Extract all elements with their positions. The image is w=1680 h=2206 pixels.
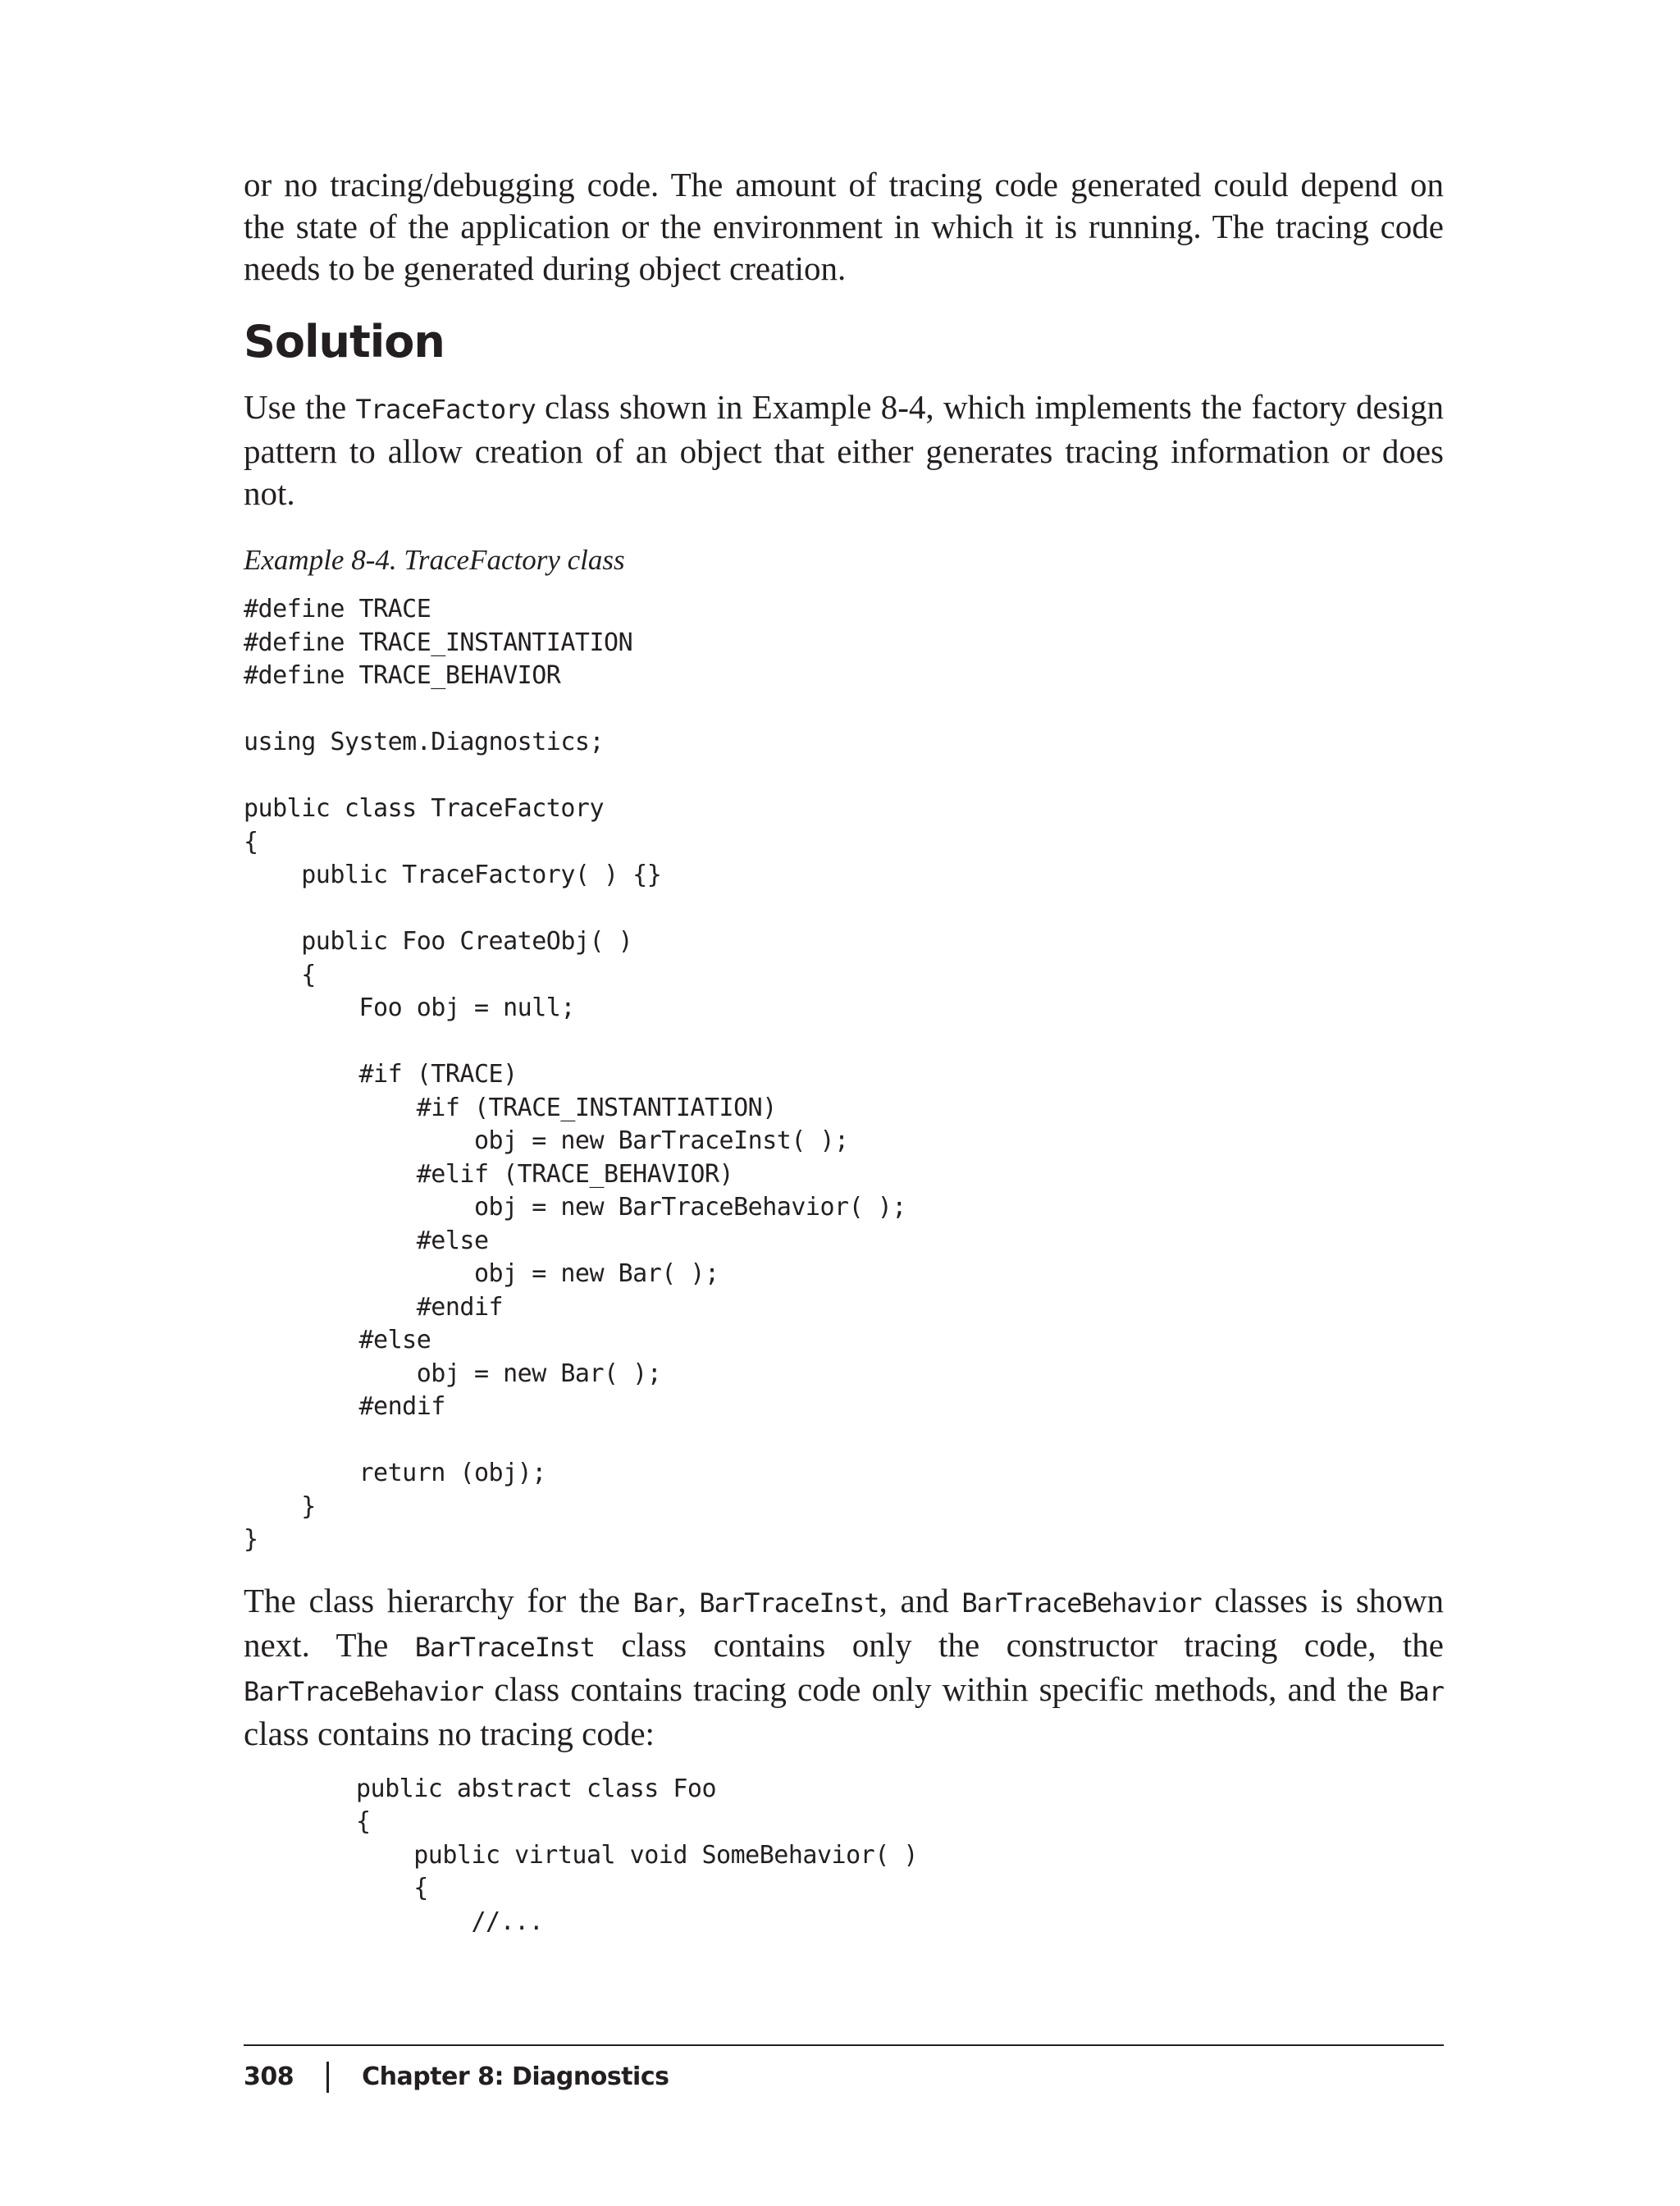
solution-text-2: class shown in Example 8-4, which implements the factory design pattern to allow creation of an object that either generates tracing information or does not. <box>244 388 1444 512</box>
inline-code: Bar <box>632 1587 678 1619</box>
inline-code: BarTraceBehavior <box>244 1675 484 1707</box>
hierarchy-text: , <box>678 1581 700 1619</box>
page-footer <box>244 2044 1444 2094</box>
inline-code-tracefactory: TraceFactory <box>355 394 536 425</box>
hierarchy-text: class contains only the constructor tracing code, the <box>594 1625 1444 1664</box>
intro-paragraph: or no tracing/debugging code. The amount of tracing code generated could depend on the state of the application or the environment in which it is running. The tracing code needs to be generated during object creation. <box>244 166 1444 287</box>
hierarchy-text: class contains tracing code only within specific methods, and the <box>483 1669 1399 1708</box>
solution-paragraph <box>244 386 1444 514</box>
section-heading: Solution <box>244 316 445 368</box>
hierarchy-paragraph <box>244 1580 1444 1755</box>
footer-divider <box>326 2062 329 2093</box>
solution-text-1: Use the <box>244 388 356 426</box>
inline-code: BarTraceInst <box>414 1631 595 1663</box>
hierarchy-text: , and <box>879 1581 962 1619</box>
hierarchy-text: The class hierarchy for the <box>244 1581 633 1619</box>
hierarchy-text: class contains no tracing code: <box>244 1714 655 1752</box>
page-body <box>244 164 1444 1939</box>
code-listing-foo: public abstract class Foo { public virtual void SomeBehavior( ) { //... <box>356 1774 918 1936</box>
inline-code: Bar <box>1399 1675 1444 1707</box>
inline-code: BarTraceBehavior <box>961 1587 1202 1619</box>
example-caption: Example 8-4. TraceFactory class <box>244 544 625 576</box>
code-listing-tracefactory: #define TRACE #define TRACE_INSTANTIATION #define TRACE_BEHAVIOR using System.Diagnostics; public class TraceFactory { public TraceFactory( ) {} public Foo CreateObj( ) { Foo obj = null; #if (TRACE) #if (TRACE_INSTANTIATION) obj = new BarTraceInst( ); #elif (TRACE_BEHAVIOR) obj = new BarTraceBehavior( ); #else obj = new Bar( ); #endif #else obj = new Bar( ); #endif return (obj); } } <box>244 595 906 1554</box>
hierarchy-text: classes is shown next. The <box>244 1581 1444 1664</box>
chapter-title: Chapter 8: Diagnostics <box>362 2062 669 2091</box>
inline-code: BarTraceInst <box>699 1587 879 1619</box>
page-number: 308 <box>244 2062 294 2091</box>
